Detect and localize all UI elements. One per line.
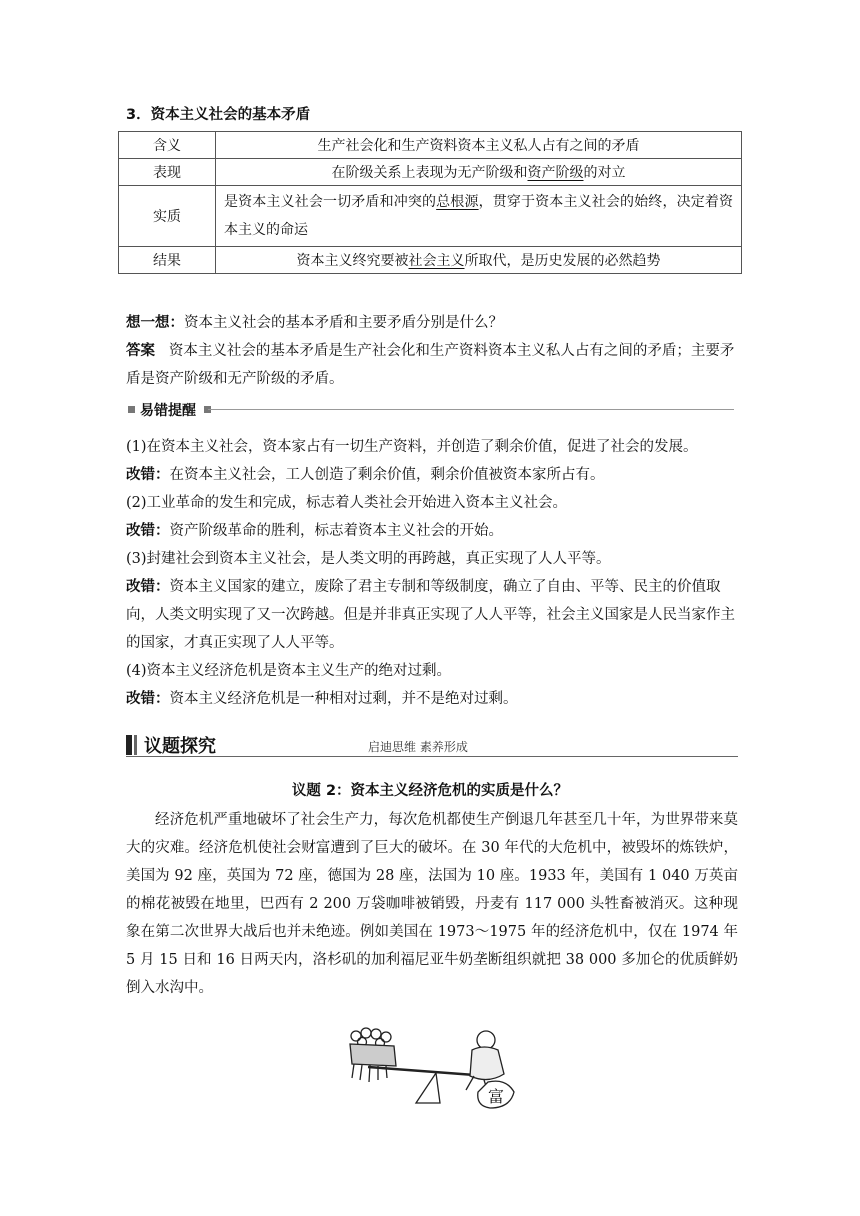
- table-value: [216, 159, 742, 186]
- error-claim: (4)资本主义经济危机是资本主义生产的绝对过剩。: [126, 663, 452, 679]
- table-row: [119, 186, 742, 247]
- bag-label: 富: [487, 1087, 505, 1106]
- error-fix: [126, 461, 738, 489]
- value-text: 在阶级关系上表现为无产阶级和: [331, 165, 528, 181]
- errors-list: [126, 433, 738, 713]
- underlined-term: 社会主义: [408, 253, 465, 269]
- error-fix: [126, 573, 738, 657]
- value-text: 是资本主义社会一切矛盾和冲突的: [224, 194, 437, 210]
- fix-text: 在资本主义社会，工人创造了剩余价值，剩余价值被资本家所占有。: [169, 467, 605, 483]
- topic-question: 议题 2：资本主义经济危机的实质是什么？: [291, 783, 569, 799]
- answer-text: 资本主义社会的基本矛盾是生产社会化和生产资料资本主义私人占有之间的矛盾；主要矛盾是资产阶级和无产阶级的矛盾。: [126, 343, 735, 387]
- fix-label: 改错：: [126, 467, 170, 483]
- topic-banner: [126, 732, 738, 758]
- value-text: 资本主义终究要被: [296, 253, 409, 269]
- error-claim: (3)封建社会到资本主义社会，是人类文明的再跨越，真正实现了人人平等。: [126, 551, 611, 567]
- think-block: [126, 309, 738, 393]
- table-row: [119, 132, 742, 159]
- error-fix: [126, 685, 738, 713]
- underlined-term: 总根源: [436, 194, 479, 210]
- banner-title: 议题探究: [144, 736, 216, 757]
- underlined-term: 资产阶级: [527, 165, 584, 181]
- think-label: 想一想：: [126, 315, 184, 331]
- crowd-of-workers: [350, 1028, 396, 1082]
- table-key: 含义: [119, 132, 216, 159]
- section-title: 3．资本主义社会的基本矛盾: [126, 107, 311, 123]
- answer-label: 答案: [126, 343, 155, 359]
- errors-divider: [128, 400, 734, 420]
- error-fix: [126, 517, 738, 545]
- table-value: [216, 247, 742, 274]
- divider-line: [208, 409, 734, 410]
- table-value: 生产社会化和生产资料资本主义私人占有之间的矛盾: [216, 132, 742, 159]
- value-text: ，贯穿于资本主义社会的始终，决定着资本主义的命运: [224, 194, 734, 238]
- question-text: 资本主义社会的基本矛盾和主要矛盾分别是什么？: [184, 315, 503, 331]
- table-key: 结果: [119, 247, 216, 274]
- fulcrum: [416, 1073, 440, 1103]
- table-row: [119, 159, 742, 186]
- banner-mark-icon: [134, 735, 137, 755]
- value-text: 所取代，是历史发展的必然趋势: [464, 253, 661, 269]
- banner-underline: [126, 756, 738, 757]
- table-row: [119, 247, 742, 274]
- fix-label: 改错：: [126, 579, 170, 595]
- error-claim: (2)工业革命的发生和完成，标志着人类社会开始进入资本主义社会。: [126, 495, 568, 511]
- fix-label: 改错：: [126, 523, 170, 539]
- seesaw-cartoon: [338, 1022, 524, 1110]
- fix-text: 资产阶级革命的胜利，标志着资本主义社会的开始。: [169, 523, 503, 539]
- value-text: 的对立: [583, 165, 626, 181]
- think-answer: [126, 337, 738, 393]
- error-claim: (1)在资本主义社会，资本家占有一切生产资料，并创造了剩余价值，促进了社会的发展。: [126, 439, 698, 455]
- banner-subtitle: 启迪思维 素养形成: [368, 740, 468, 754]
- contradiction-table: [118, 131, 742, 274]
- fix-label: 改错：: [126, 691, 170, 707]
- topic-paragraph: 经济危机严重地破坏了社会生产力，每次危机都使生产倒退几年甚至几十年，为世界带来莫大的灾难。经济危机使社会财富遭到了巨大的破坏。在 30 年代的大危机中，被毁坏的炼铁炉，美国为 92 座，英国为 72 座，德国为 28 座，法国为 10 座。1933 年，美国有 1 040 万英亩的棉花被毁在地里，巴西有 2 200 万袋咖啡被销毁，丹麦有 117 000 头牲畜被消灭。这种现象在第二次世界大战后也并未绝迹。例如美国在 1973～1975 年的经济危机中，仅在 1974 年 5 月 15 日和 16 日两天内，洛杉矶的加利福尼亚牛奶垄断组织就把 38 000 多加仑的优质鲜奶倒入水沟中。: [126, 812, 738, 996]
- table-key: 表现: [119, 159, 216, 186]
- errors-heading: 易错提醒: [140, 403, 196, 419]
- fix-text: 资本主义国家的建立，废除了君主专制和等级制度，确立了自由、平等、民主的价值取向，人类文明实现了又一次跨越。但是并非真正实现了人人平等，社会主义国家是人民当家作主的国家，才真正实现了人人平等。: [126, 579, 735, 651]
- table-key: 实质: [119, 186, 216, 247]
- think-question: [126, 309, 738, 337]
- table-value: [216, 186, 742, 247]
- square-icon: [128, 406, 135, 413]
- fix-text: 资本主义经济危机是一种相对过剩，并不是绝对过剩。: [169, 691, 518, 707]
- banner-mark-icon: [126, 735, 132, 755]
